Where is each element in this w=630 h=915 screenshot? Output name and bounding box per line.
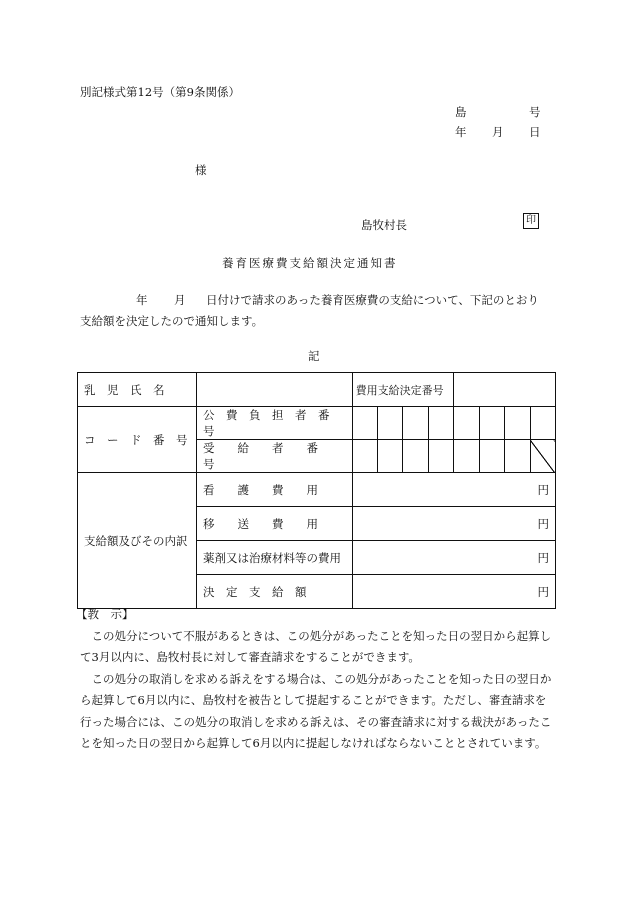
medicine-cost-label: 薬剤又は治療材料等の費用 — [196, 541, 352, 575]
instruction-section — [76, 604, 552, 755]
instruction-paragraph-1: この処分について不服があるときは、この処分があったことを知った日の翌日から起算して3月以内に、島牧村長に対して審査請求をすることができます。 — [80, 628, 552, 664]
infant-name-label: 乳 児 氏 名 — [78, 373, 197, 407]
intro-rest: 日付けで請求のあった養育医療費の支給について、下記のとおり — [206, 293, 539, 307]
payer-digit — [352, 407, 377, 440]
decision-number-label: 費用支給決定番号 — [352, 373, 454, 407]
instruction-heading: 【教 示】 — [76, 607, 134, 621]
instruction-paragraph-2: この処分の取消しを求める訴えをする場合は、この処分があったことを知った日の翌日から起算して6月以内に、島牧村を被告として提起することができます。ただし、審査請求を行った場合には、この処分の取消しを求める訴えは、その審査請求に対する裁決があったことを知った日の翌日から起算して6月以内に提起しなければならないこととされています。 — [80, 671, 552, 750]
ki-label: 記 — [308, 349, 320, 363]
transport-cost-label: 移 送 費 用 — [196, 507, 352, 541]
recipient-digit — [505, 440, 530, 473]
breakdown-label: 支給額及びその内訳 — [78, 473, 197, 609]
issuer: 島牧村長 — [361, 218, 407, 232]
nursing-cost-label: 看 護 費 用 — [196, 473, 352, 507]
code-number-label: コ ー ド 番 号 — [78, 407, 197, 473]
intro-paragraph — [80, 290, 550, 332]
recipient-digit — [352, 440, 377, 473]
recipient-digit — [403, 440, 428, 473]
payer-number-label: 公 費 負 担 者 番 号 — [196, 407, 352, 440]
payer-digit — [428, 407, 453, 440]
decided-amount-unit: 円 — [352, 575, 555, 609]
decision-number-value — [454, 373, 556, 407]
transport-cost-unit: 円 — [352, 507, 555, 541]
intro-year: 年 — [136, 293, 148, 307]
recipient-number-label: 受 給 者 番 号 — [196, 440, 352, 473]
nursing-cost-unit: 円 — [352, 473, 555, 507]
island-char: 島 — [455, 105, 467, 119]
recipient-digit — [479, 440, 504, 473]
document-title: 養育医療費支給額決定通知書 — [222, 256, 398, 270]
recipient-digit — [428, 440, 453, 473]
payment-table — [77, 372, 556, 609]
medicine-cost-unit: 円 — [352, 541, 555, 575]
year-char: 年 — [455, 125, 467, 139]
form-number: 別記様式第12号（第9条関係） — [80, 85, 240, 99]
payer-digit — [530, 407, 555, 440]
intro-line-2: 支給額を決定したので通知します。 — [80, 314, 264, 328]
decided-amount-label: 決 定 支 給 額 — [196, 575, 352, 609]
payer-digit — [403, 407, 428, 440]
seal-mark: 印 — [526, 215, 536, 226]
intro-month: 月 — [174, 293, 186, 307]
number-char: 号 — [529, 105, 541, 119]
payer-digit — [454, 407, 479, 440]
addressee-suffix: 様 — [195, 163, 207, 177]
recipient-digit-slash — [530, 440, 555, 473]
infant-name-value — [196, 373, 352, 407]
payer-digit — [505, 407, 530, 440]
recipient-digit — [454, 440, 479, 473]
day-char: 日 — [529, 125, 541, 139]
intro-line-1 — [80, 290, 550, 311]
payer-digit — [378, 407, 403, 440]
recipient-digit — [378, 440, 403, 473]
payer-digit — [479, 407, 504, 440]
month-char: 月 — [492, 125, 504, 139]
seal-box — [523, 213, 539, 229]
